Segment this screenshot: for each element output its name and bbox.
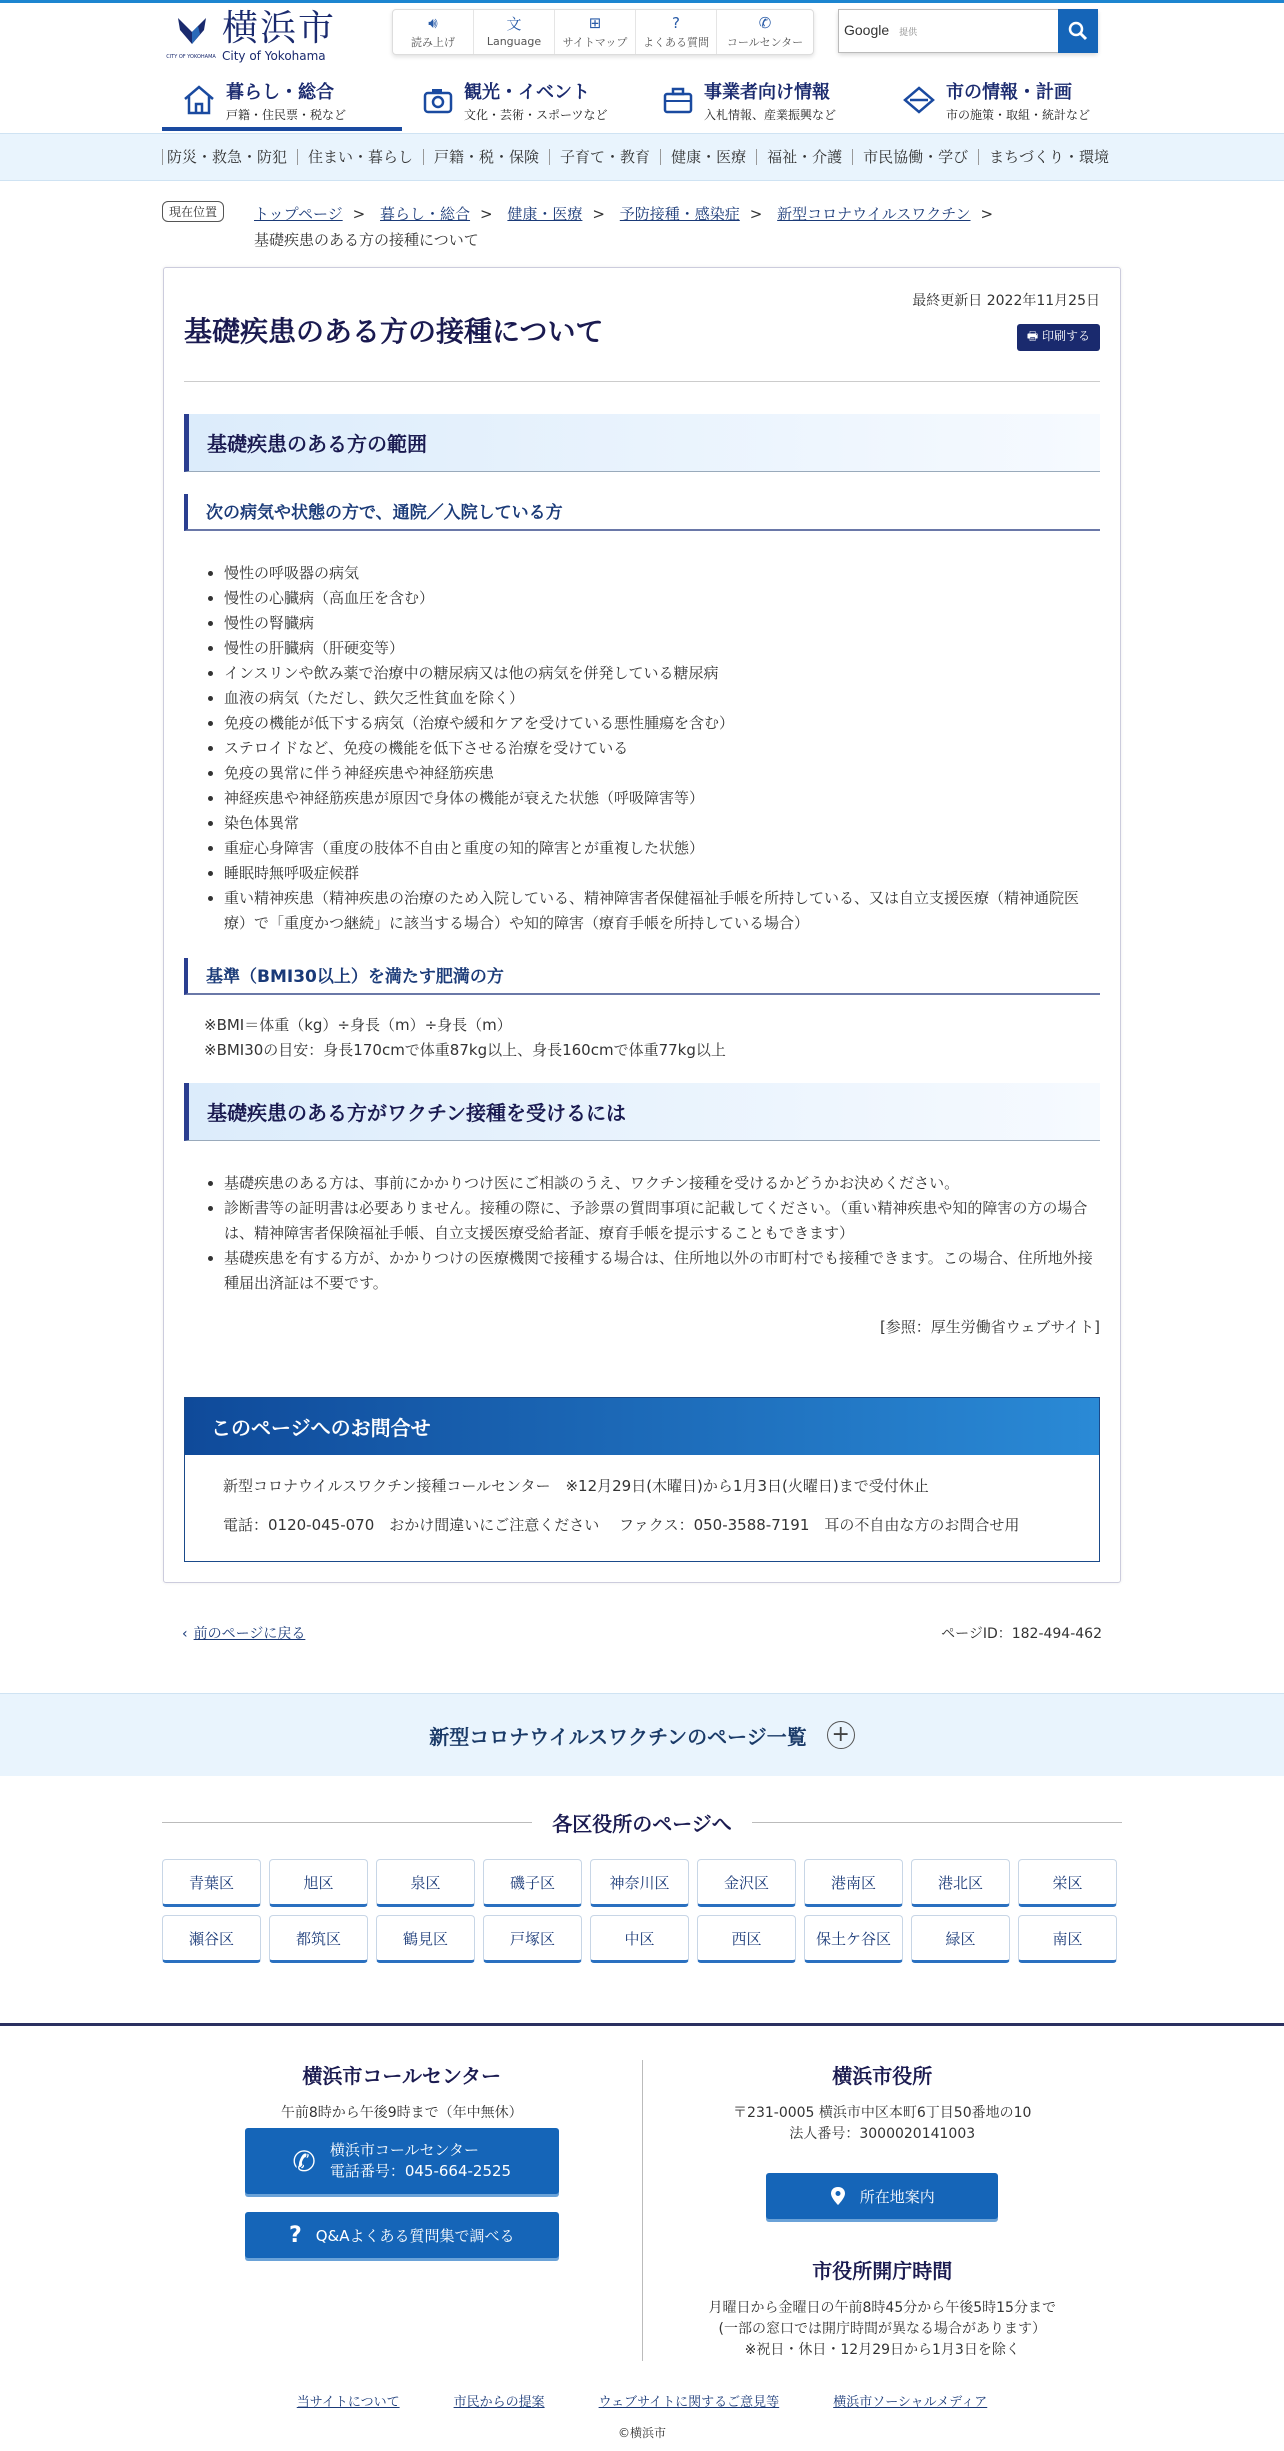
- list-item: • 慢性の肝臓病（肝硬変等）: [224, 636, 1100, 661]
- contact-heading: このページへのお問合せ: [185, 1398, 1099, 1455]
- category-link[interactable]: 子育て・教育: [549, 149, 660, 165]
- city-hall-address: 〒231-0005 横浜市中区本町6丁目50番地の10: [733, 2105, 1032, 2121]
- speaker-icon: 🔊︎: [428, 13, 438, 32]
- site-logo[interactable]: [166, 8, 337, 63]
- chevron-left-icon: ‹: [182, 1626, 188, 1642]
- disease-list: [184, 561, 1100, 936]
- camera-icon: [422, 85, 454, 115]
- list-item: • 免疫の異常に伴う神経疾患や神経筋疾患: [224, 761, 1100, 786]
- category-link[interactable]: 福祉・介護: [756, 149, 852, 165]
- gnav-tourism[interactable]: 観光・イベント 文化・芸術・スポーツなど: [402, 73, 642, 131]
- gnav-business[interactable]: 事業者向け情報 入札情報、産業振興など: [642, 73, 882, 131]
- opening-hours-line: (一部の窓口では開庁時間が異なる場合があります）: [718, 2321, 1046, 2337]
- briefcase-icon: [662, 85, 694, 115]
- utility-nav: [392, 9, 814, 55]
- opening-hours-line: 月曜日から金曜日の午前8時45分から午後5時15分まで: [708, 2300, 1056, 2316]
- list-item: • 基礎疾患のある方は、事前にかかりつけ医にご相談のうえ、ワクチン接種を受けるかどうかお決めください。: [224, 1171, 1100, 1196]
- ward-button[interactable]: 西区: [697, 1915, 796, 1963]
- site-footer: [0, 2023, 1284, 2441]
- ward-button[interactable]: 栄区: [1018, 1859, 1117, 1907]
- logo-badge: CITY OF YOKOHAMA: [166, 54, 216, 60]
- ward-button[interactable]: 旭区: [269, 1859, 368, 1907]
- ward-button[interactable]: 金沢区: [697, 1859, 796, 1907]
- breadcrumb-link[interactable]: 新型コロナウイルスワクチン: [777, 205, 971, 223]
- ward-button[interactable]: 港南区: [804, 1859, 903, 1907]
- ward-button[interactable]: 南区: [1018, 1915, 1117, 1963]
- printer-icon: 🖶: [1026, 329, 1042, 343]
- list-item: • 免疫の機能が低下する病気（治療や緩和ケアを受けている悪性腫瘍を含む）: [224, 711, 1100, 736]
- faq-search-button[interactable]: ? Q&Aよくある質問集で調べる: [245, 2212, 559, 2258]
- ward-heading: 各区役所のページへ: [162, 1808, 1122, 1837]
- util-faq[interactable]: ? よくある質問: [636, 10, 717, 54]
- list-item: • 慢性の心臓病（高血圧を含む）: [224, 586, 1100, 611]
- copyright: ©横浜市: [617, 2426, 666, 2440]
- ward-section: [162, 1808, 1122, 1963]
- category-link[interactable]: 住まい・暮らし: [297, 149, 423, 165]
- opening-hours-line: ※祝日・休日・12月29日から1月3日を除く: [744, 2342, 1020, 2358]
- footer-link[interactable]: 市民からの提案: [453, 2395, 545, 2410]
- list-item: • 慢性の呼吸器の病気: [224, 561, 1100, 586]
- global-nav: [162, 73, 1122, 131]
- bmi-guideline: ※BMI30の目安：身長170cmで体重87kg以上、身長160cmで体重77kg以上: [204, 1041, 726, 1059]
- sitemap-icon: ⊞: [588, 13, 602, 32]
- phone-icon: ✆: [292, 2144, 316, 2178]
- category-link[interactable]: 戸籍・税・保険: [423, 149, 549, 165]
- ward-button[interactable]: 磯子区: [483, 1859, 582, 1907]
- util-sitemap[interactable]: ⊞ サイトマップ: [555, 10, 636, 54]
- article-header: [184, 288, 1100, 382]
- phone-icon: ✆: [758, 13, 772, 32]
- breadcrumb-link[interactable]: 健康・医療: [507, 205, 583, 223]
- ward-button[interactable]: 緑区: [911, 1915, 1010, 1963]
- ward-button[interactable]: 保土ケ谷区: [804, 1915, 903, 1963]
- ward-button[interactable]: 都筑区: [269, 1915, 368, 1963]
- util-language[interactable]: 文 Language: [474, 10, 555, 54]
- list-item: • ステロイドなど、免疫の機能を低下させる治療を受けている: [224, 736, 1100, 761]
- question-icon: ?: [672, 13, 680, 32]
- plus-icon: +: [827, 1721, 855, 1749]
- list-item: • 重い精神疾患（精神疾患の治療のため入院している、精神障害者保健福祉手帳を所持している、又は自立支援医療（精神通院医療）で「重度かつ継続」に該当する場合）や知的障害（療育手帳を所持している場合）: [224, 886, 1100, 936]
- bmi-formula: ※BMI＝体重（kg）÷身長（m）÷身長（m）: [204, 1016, 512, 1034]
- back-link[interactable]: 前のページに戻る: [193, 1626, 306, 1642]
- reference-link[interactable]: [参照：厚生労働省ウェブサイト]: [879, 1318, 1100, 1336]
- page-title: 基礎疾患のある方の接種について: [184, 315, 604, 348]
- opening-hours-title: 市役所開庁時間: [812, 2259, 953, 2283]
- ward-button[interactable]: 港北区: [911, 1859, 1010, 1907]
- footer-links: [162, 2391, 1122, 2410]
- covid-list-title: 新型コロナウイルスワクチンのページ一覧: [429, 1724, 807, 1749]
- receive-list: [184, 1171, 1100, 1296]
- subsection-heading: 基準（BMI30以上）を満たす肥満の方: [184, 958, 1100, 995]
- corporate-number: 法人番号：3000020141003: [789, 2126, 976, 2142]
- breadcrumb-label: 現在位置: [162, 201, 224, 222]
- last-updated: 最終更新日 2022年11月25日: [912, 293, 1100, 309]
- category-link[interactable]: 市民協働・学び: [852, 149, 978, 165]
- search-provider-label: Google 提供: [844, 22, 918, 38]
- question-icon: ?: [288, 2222, 302, 2248]
- gnav-living[interactable]: 暮らし・総合 戸籍・住民票・税など: [162, 73, 402, 131]
- contact-phone: 電話：0120-045-070 おかけ間違いにご注意ください ファクス：050-3588-7191 耳の不自由な方のお問合せ用: [223, 1516, 1020, 1534]
- location-guide-button[interactable]: 所在地案内: [766, 2173, 998, 2219]
- house-icon: [182, 84, 216, 116]
- list-item: • 診断書等の証明書は必要ありません。接種の際に、予診票の質問事項に記載してください。（重い精神疾患や知的障害の方の場合は、精神障害者保険福祉手帳、自立支援医療受給者証、療育手帳を提示することもできます）: [224, 1196, 1100, 1246]
- list-item: • 血液の病気（ただし、鉄欠乏性貧血を除く）: [224, 686, 1100, 711]
- page-footer-row: [182, 1623, 1102, 1643]
- call-center-hours: 午前8時から午後9時まで（年中無休）: [280, 2105, 523, 2121]
- contact-center: 新型コロナウイルスワクチン接種コールセンター ※12月29日(木曜日)から1月3日(火曜日)まで受付休止: [223, 1477, 929, 1495]
- print-button[interactable]: 🖶 印刷する: [1017, 324, 1100, 351]
- section-heading: 基礎疾患のある方がワクチン接種を受けるには: [184, 1083, 1100, 1141]
- breadcrumb-current: 基礎疾患のある方の接種について: [254, 231, 479, 249]
- footer-call-center: [162, 2060, 643, 2361]
- city-diamond-icon: [902, 85, 936, 115]
- list-item: • 慢性の腎臓病: [224, 611, 1100, 636]
- breadcrumb: 現在位置 トップページ > 暮らし・総合 > 健康・医療 > 予防接種・感染症 > 新型コロナウイルスワクチン > 基礎疾患のある方の接種について: [162, 201, 1122, 253]
- ward-button[interactable]: 戸塚区: [483, 1915, 582, 1963]
- list-item: • 重症心身障害（重度の肢体不自由と重度の知的障害とが重複した状態）: [224, 836, 1100, 861]
- ward-button[interactable]: 青葉区: [162, 1859, 261, 1907]
- logo-english: City of Yokohama: [222, 49, 326, 63]
- ward-button[interactable]: 鶴見区: [376, 1915, 475, 1963]
- ward-button[interactable]: 泉区: [376, 1859, 475, 1907]
- util-call-center[interactable]: ✆ コールセンター: [726, 13, 804, 49]
- section-heading: 基礎疾患のある方の範囲: [184, 414, 1100, 472]
- util-read-aloud[interactable]: 🔊︎ 読み上げ: [393, 10, 474, 54]
- list-item: • インスリンや飲み薬で治療中の糖尿病又は他の病気を併発している糖尿病: [224, 661, 1100, 686]
- breadcrumb-link[interactable]: 予防接種・感染症: [619, 205, 740, 223]
- site-search: [838, 9, 1098, 53]
- subsection-heading: 次の病気や状態の方で、通院／入院している方: [184, 494, 1100, 531]
- site-header: [162, 3, 1122, 73]
- search-icon: [1068, 21, 1088, 41]
- yokohama-emblem-icon: [166, 12, 216, 62]
- list-item: • 染色体異常: [224, 811, 1100, 836]
- footer-city-hall: [643, 2060, 1123, 2361]
- list-item: • 神経疾患や神経筋疾患が原因で身体の機能が衰えた状態（呼吸障害等）: [224, 786, 1100, 811]
- breadcrumb-link[interactable]: 暮らし・総合: [380, 205, 471, 223]
- search-input[interactable]: [838, 9, 1058, 53]
- footer-link[interactable]: ウェブサイトに関するご意見等: [598, 2395, 780, 2410]
- gnav-city-info[interactable]: 市の情報・計画 市の施策・取組・統計など: [882, 73, 1122, 131]
- ward-button[interactable]: 瀬谷区: [162, 1915, 261, 1963]
- ward-button[interactable]: 中区: [590, 1915, 689, 1963]
- list-item: • 睡眠時無呼吸症候群: [224, 861, 1100, 886]
- search-button[interactable]: [1058, 9, 1098, 53]
- page-id: ページID：182-494-462: [941, 1626, 1102, 1642]
- article-box: [163, 267, 1121, 1583]
- category-link[interactable]: まちづくり・環境: [978, 149, 1119, 165]
- ward-button[interactable]: 神奈川区: [590, 1859, 689, 1907]
- language-icon: 文: [506, 15, 522, 33]
- footer-link[interactable]: 横浜市ソーシャルメディア: [833, 2395, 988, 2410]
- category-nav: [0, 133, 1284, 181]
- map-pin-icon: [830, 2186, 846, 2206]
- category-link[interactable]: 防災・救急・防犯: [162, 149, 297, 165]
- category-link[interactable]: 健康・医療: [660, 149, 756, 165]
- call-center-title: 横浜市コールセンター: [302, 2064, 502, 2088]
- covid-page-list-toggle[interactable]: [0, 1693, 1284, 1776]
- contact-box: [184, 1397, 1100, 1562]
- footer-link[interactable]: 当サイトについて: [296, 2395, 400, 2410]
- ward-grid: [162, 1859, 1122, 1963]
- list-item: • 基礎疾患を有する方が、かかりつけの医療機関で接種する場合は、住所地以外の市町村でも接種できます。この場合、住所地外接種届出済証は不要です。: [224, 1246, 1100, 1296]
- city-hall-title: 横浜市役所: [832, 2064, 933, 2088]
- call-center-button[interactable]: ✆ 横浜市コールセンター 電話番号：045-664-2525: [245, 2128, 559, 2194]
- breadcrumb-link[interactable]: トップページ: [254, 205, 343, 223]
- logo-name: 横浜市: [222, 8, 337, 49]
